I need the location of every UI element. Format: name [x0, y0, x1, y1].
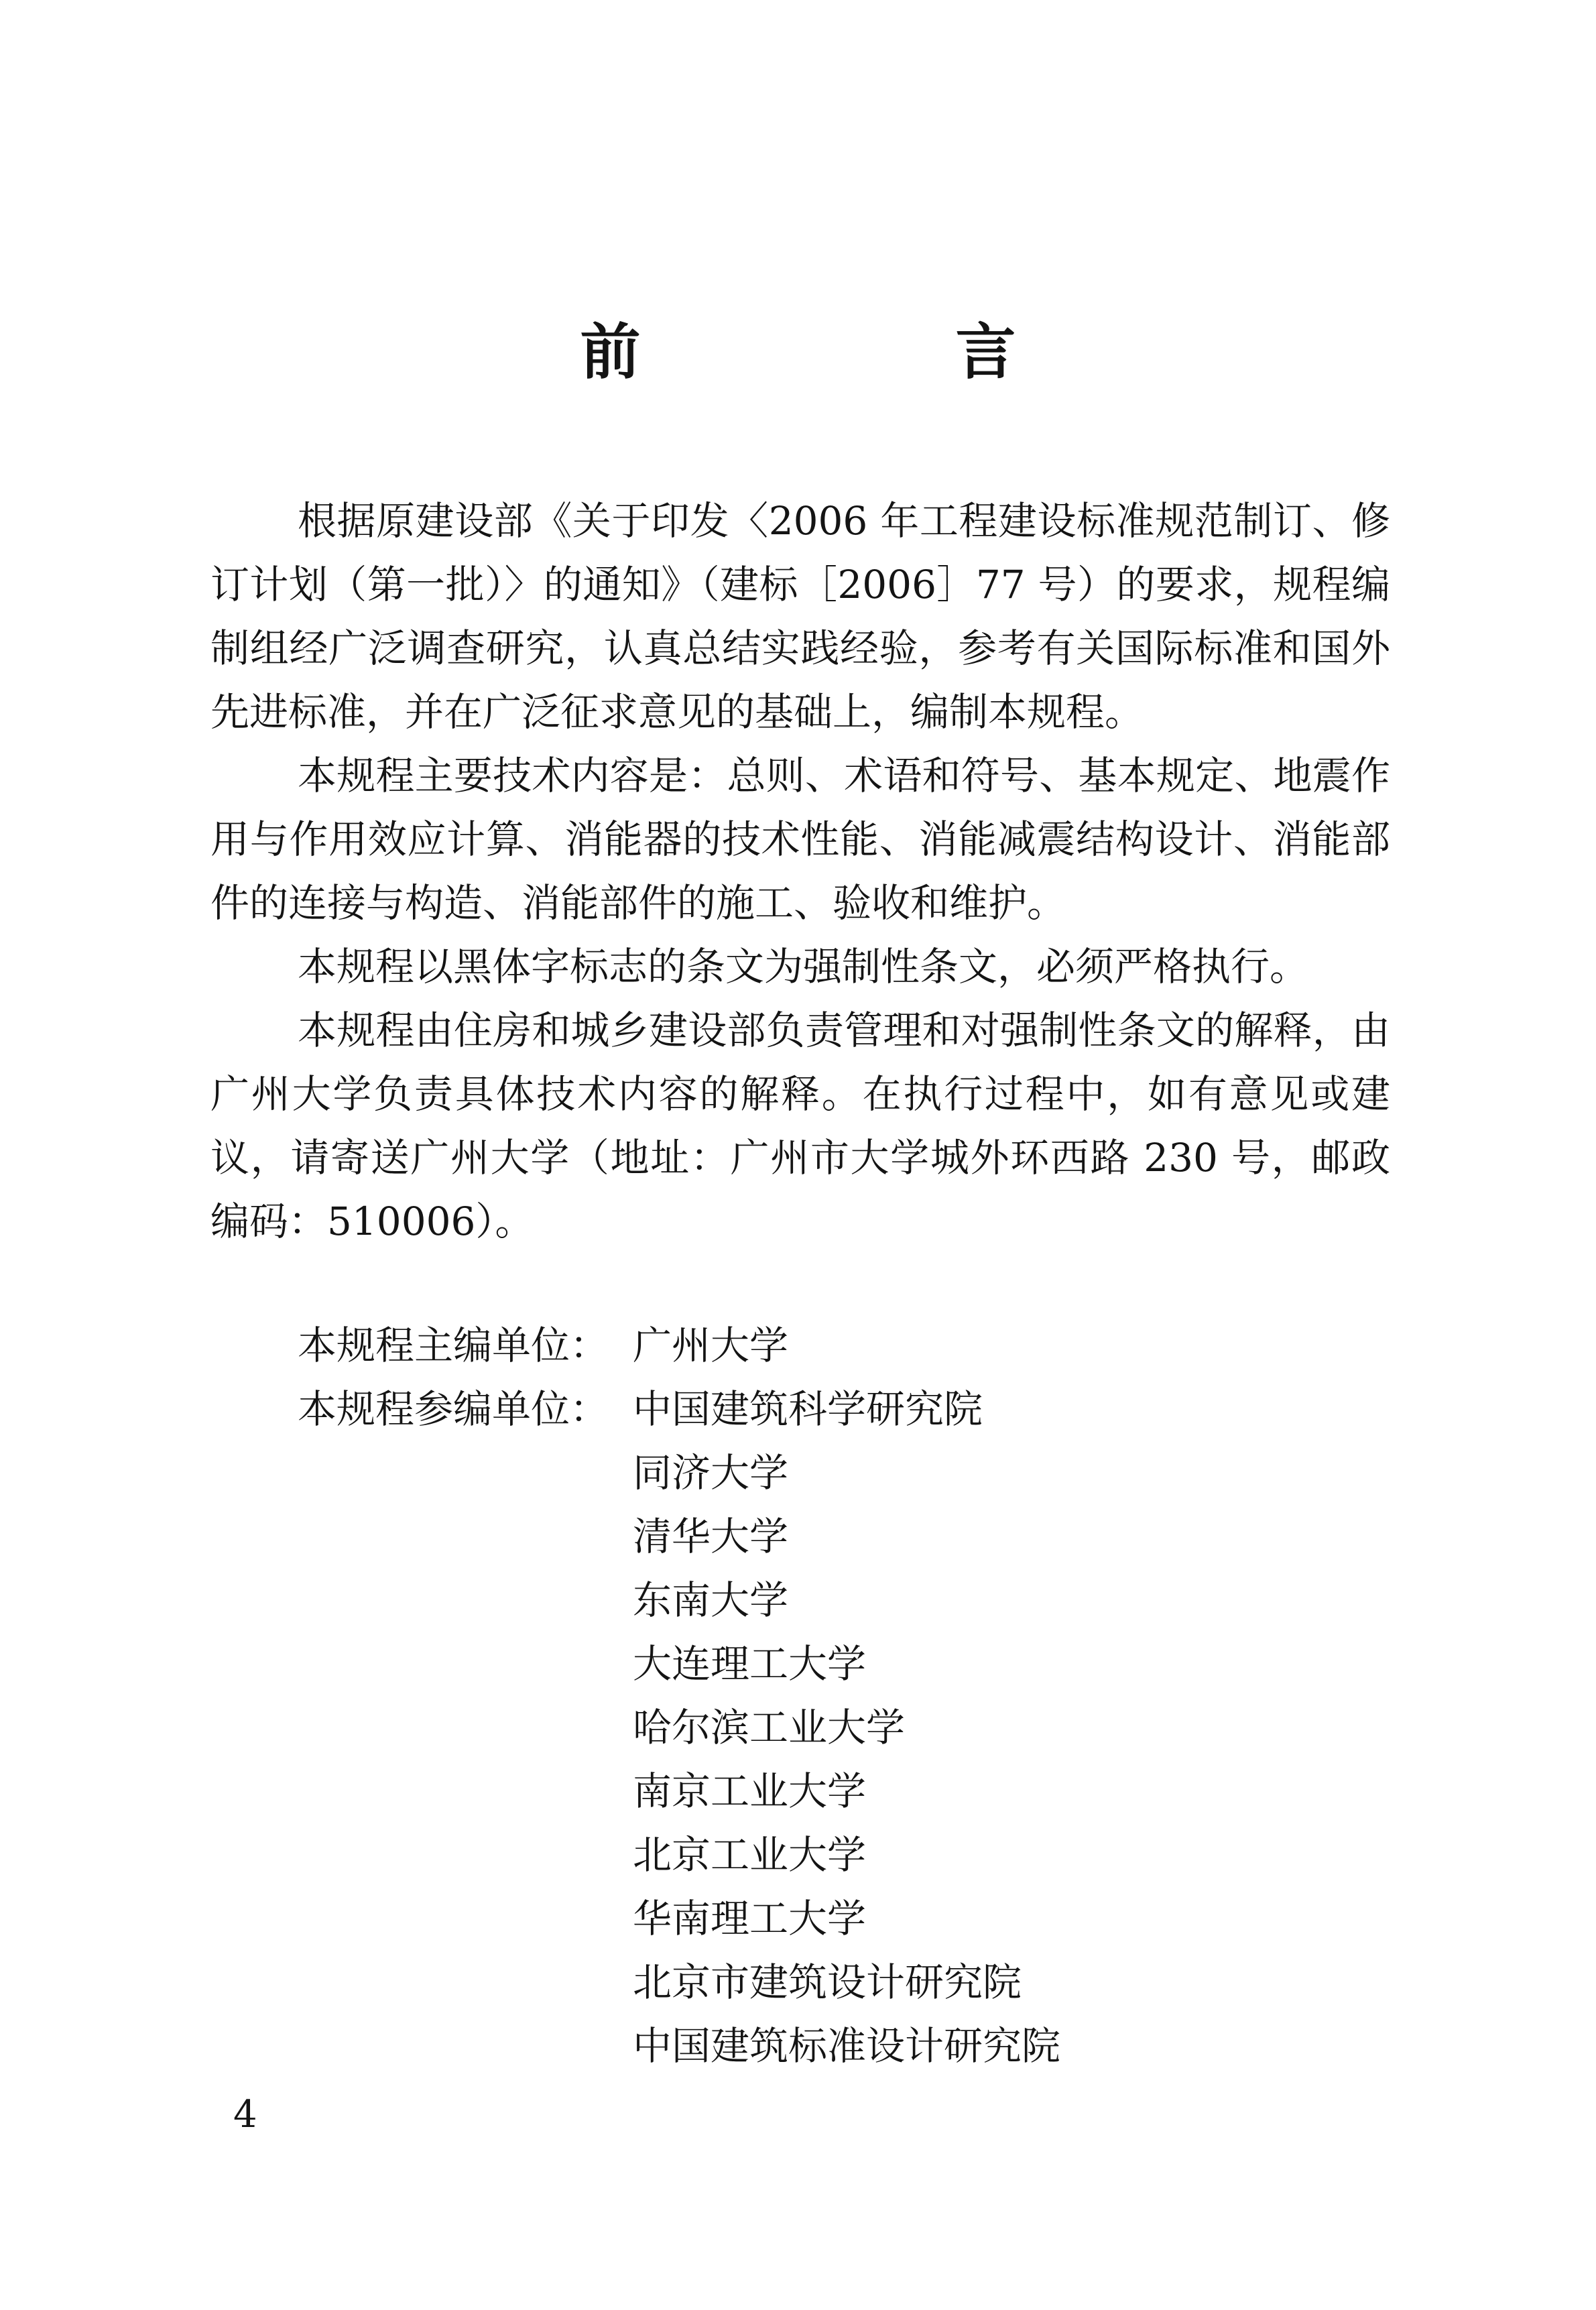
paragraph-management: 本规程由住房和城乡建设部负责管理和对强制性条文的解释，由广州大学负责具体技术内容的解释。在执行过程中，如有意见或建议，请寄送广州大学（地址：广州市大学城外环西路 230 号，邮政编码：510006）。 — [210, 1008, 1390, 1244]
participating-unit: 大连理工大学 — [633, 1641, 867, 1687]
participating-unit: 北京市建筑设计研究院 — [633, 1959, 1022, 2005]
chief-unit-row — [298, 1314, 788, 1378]
participating-unit: 同济大学 — [633, 1450, 789, 1496]
chief-unit-value: 广州大学 — [633, 1323, 789, 1368]
participating-unit-list — [633, 1378, 1060, 2078]
paragraph-mandatory-clauses: 本规程以黑体字标志的条文为强制性条文，必须严格执行。 — [298, 944, 1309, 989]
participating-unit: 华南理工大学 — [633, 1896, 867, 1941]
participating-unit-row — [298, 1378, 633, 1441]
participating-unit: 清华大学 — [633, 1514, 789, 1559]
participating-unit: 东南大学 — [633, 1577, 789, 1623]
chief-unit-label: 本规程主编单位： — [298, 1323, 609, 1368]
participating-unit: 中国建筑标准设计研究院 — [633, 2023, 1061, 2069]
participating-unit: 北京工业大学 — [633, 1832, 867, 1878]
participating-unit: 中国建筑科学研究院 — [633, 1386, 983, 1432]
paragraph-technical-content: 本规程主要技术内容是：总则、术语和符号、基本规定、地震作用与作用效应计算、消能器的技术性能、消能减震结构设计、消能部件的连接与构造、消能部件的施工、验收和维护。 — [210, 753, 1390, 926]
preface-body — [210, 489, 1390, 1254]
participating-unit: 哈尔滨工业大学 — [633, 1705, 906, 1750]
participating-unit-label: 本规程参编单位： — [298, 1386, 609, 1432]
page-number: 4 — [233, 2093, 257, 2136]
paragraph-basis: 根据原建设部《关于印发〈2006 年工程建设标准规范制订、修订计划（第一批）〉的通知》（建标［2006］77 号）的要求，规程编制组经广泛调查研究，认真总结实践经验，参考有关国际标准和国外先进标准，并在广泛征求意见的基础上，编制本规程。 — [210, 498, 1390, 735]
page-title: 前 言 — [580, 316, 1144, 387]
participating-unit: 南京工业大学 — [633, 1768, 867, 1814]
